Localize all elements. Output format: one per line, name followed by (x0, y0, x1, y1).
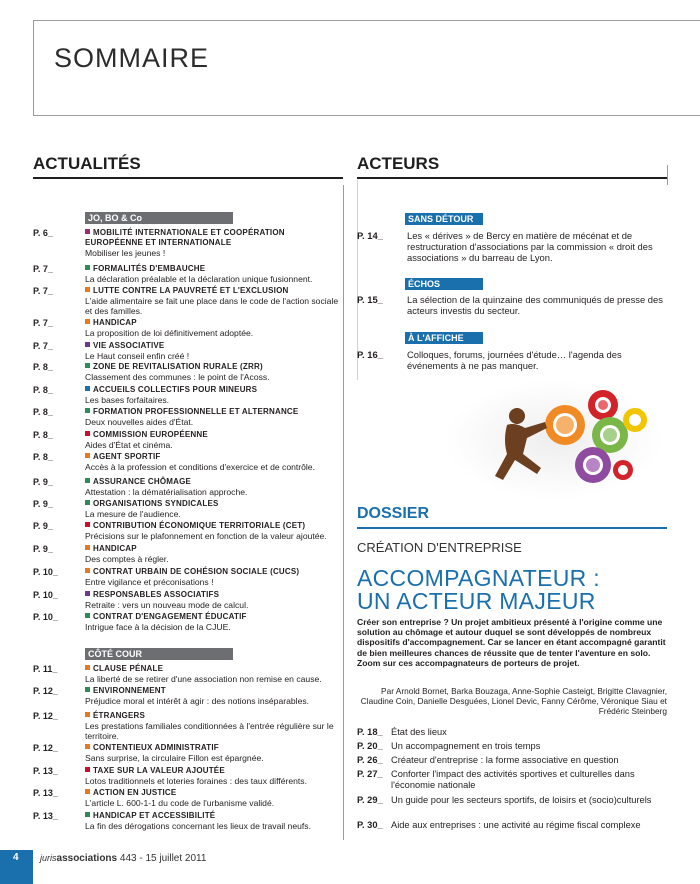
title-box (33, 20, 700, 116)
page-ref: P. 8_ (33, 362, 53, 372)
item-text: Colloques, forums, journées d'étude… l'agenda des événements à ne pas manquer. (407, 349, 622, 371)
toc-item-heading: HANDICAP (85, 318, 343, 328)
section-heading-dossier: DOSSIER (357, 505, 430, 522)
page-ref: P. 8_ (33, 430, 53, 440)
page-ref: P. 18_ (357, 727, 383, 737)
toc-item-text: La liberté de se retirer d'une association non remise en cause. (85, 674, 322, 684)
dossier-rule (357, 527, 667, 529)
toc-item-body (85, 385, 343, 405)
toc-item-text: Lotos traditionnels et loteries foraines : des taux différents. (85, 776, 307, 786)
gear-icon-orange (545, 405, 585, 445)
toc-item-body (85, 743, 343, 763)
toc-item-heading: CONTRAT URBAIN DE COHÉSION SOCIALE (CUCS) (85, 567, 343, 577)
toc-item-body (85, 318, 343, 338)
toc-item-text: Attestation : la dématérialisation approche. (85, 487, 248, 497)
toc-item-body (85, 286, 343, 316)
toc-item-heading: ACCUEILS COLLECTIFS POUR MINEURS (85, 385, 343, 395)
item-text: État des lieux (391, 727, 447, 737)
page-ref: P. 9_ (33, 477, 53, 487)
toc-item-heading: LUTTE CONTRE LA PAUVRETÉ ET L'EXCLUSION (85, 286, 343, 296)
toc-item-text: Deux nouvelles aides d'État. (85, 417, 194, 427)
page-ref: P. 6_ (33, 228, 53, 238)
column-tick (667, 165, 668, 185)
page-ref: P. 14_ (357, 230, 383, 241)
toc-item-body (85, 567, 343, 587)
category-square-icon (85, 408, 90, 413)
page-ref: P. 9_ (33, 499, 53, 509)
page-ref: P. 7_ (33, 341, 53, 351)
category-square-icon (85, 386, 90, 391)
toc-item-body (85, 362, 343, 382)
page-ref: P. 8_ (33, 407, 53, 417)
toc-item-text: L'article L. 600-1-1 du code de l'urbanisme validé. (85, 798, 275, 808)
toc-item-body (85, 612, 343, 632)
toc-item-text: Classement des communes : le point de l'Acoss. (85, 372, 270, 382)
page-title: SOMMAIRE (54, 43, 210, 73)
section-heading-actualites: ACTUALITÉS (33, 154, 141, 173)
gear-icon-purple (575, 447, 611, 483)
toc-item-body (85, 430, 343, 450)
toc-item-heading: ASSURANCE CHÔMAGE (85, 477, 343, 487)
toc-item-body (85, 664, 343, 684)
item-text: Conforter l'impact des activités sportives et culturelles dans l'économie nationale (391, 769, 635, 790)
category-square-icon (85, 665, 90, 670)
category-square-icon (85, 613, 90, 618)
section-heading-acteurs: ACTEURS (357, 154, 440, 173)
toc-item-body (85, 477, 343, 497)
category-square-icon (85, 342, 90, 347)
toc-item-text: Retraite : vers un nouveau mode de calcul. (85, 600, 249, 610)
dossier-authors: Par Arnold Bornet, Barka Bouzaga, Anne-Sophie Casteigt, Brigitte Clavagnier, Claudine Coin, Danielle Desguées, Lionel Devic, Fanny Cérôme, Véronique Siau et Frédéric Steinberg (360, 686, 667, 716)
category-square-icon (85, 712, 90, 717)
toc-item-body (85, 407, 343, 427)
page-ref: P. 12_ (33, 743, 58, 753)
category-square-icon (85, 265, 90, 270)
toc-item-heading: ZONE DE REVITALISATION RURALE (ZRR) (85, 362, 343, 372)
band-a-l-affiche: À L'AFFICHE (405, 332, 483, 344)
toc-item-heading: FORMALITÉS D'EMBAUCHE (85, 264, 343, 274)
page-ref: P. 20_ (357, 741, 383, 751)
toc-item-text: La déclaration préalable et la déclaration unique fusionnent. (85, 274, 313, 284)
category-square-icon (85, 478, 90, 483)
toc-item-text: Aides d'État et cinéma. (85, 440, 173, 450)
category-square-icon (85, 812, 90, 817)
toc-item-body (85, 452, 343, 472)
page-ref: P. 12_ (33, 686, 58, 696)
category-square-icon (85, 568, 90, 573)
toc-item-heading: CONTRIBUTION ÉCONOMIQUE TERRITORIALE (CET) (85, 521, 343, 531)
page-ref: P. 9_ (33, 544, 53, 554)
toc-item-heading: ÉTRANGERS (85, 711, 343, 721)
category-band-cote-cour: CÔTÉ COUR (85, 648, 233, 660)
page-ref: P. 7_ (33, 264, 53, 274)
toc-item-body (85, 711, 343, 741)
toc-item-heading: CONTRAT D'ENGAGEMENT ÉDUCATIF (85, 612, 343, 622)
toc-item-text: L'aide alimentaire se fait une place dans le code de l'action sociale et des familles. (85, 296, 339, 316)
toc-item-text: Les bases forfaitaires. (85, 395, 170, 405)
toc-item-heading: CONTENTIEUX ADMINISTRATIF (85, 743, 343, 753)
page-ref: P. 30_ (357, 820, 383, 830)
category-square-icon (85, 687, 90, 692)
gear-icon-yellow (623, 408, 647, 432)
gear-icon-small-red (613, 460, 633, 480)
page-ref: P. 13_ (33, 788, 58, 798)
toc-item-body (85, 264, 343, 284)
item-text: Créateur d'entreprise : la forme associative en question (391, 755, 619, 765)
toc-item-text: La mesure de l'audience. (85, 509, 181, 519)
footer-masthead (40, 853, 206, 864)
toc-item-heading: ACTION EN JUSTICE (85, 788, 343, 798)
toc-item-heading: ENVIRONNEMENT (85, 686, 343, 696)
toc-item-text: Accès à la profession et conditions d'exercice et de contrôle. (85, 462, 315, 472)
category-square-icon (85, 545, 90, 550)
toc-item-heading: TAXE SUR LA VALEUR AJOUTÉE (85, 766, 343, 776)
toc-item-body (85, 686, 343, 706)
page-ref: P. 13_ (33, 766, 58, 776)
toc-item-heading: VIE ASSOCIATIVE (85, 341, 343, 351)
page-ref: P. 29_ (357, 795, 383, 805)
toc-item-text: Entre vigilance et préconisations ! (85, 577, 214, 587)
toc-item-body (85, 544, 343, 564)
toc-item-heading: COMMISSION EUROPÉENNE (85, 430, 343, 440)
page-ref: P. 8_ (33, 452, 53, 462)
gear-icon-red (588, 390, 618, 420)
brand-prefix: juris (40, 853, 57, 863)
page-number: 4 (0, 850, 33, 884)
category-square-icon (85, 363, 90, 368)
toc-item-text: La fin des dérogations concernant les lieux de travail neufs. (85, 821, 311, 831)
toc-item-body (85, 590, 343, 610)
toc-item-body (85, 521, 343, 541)
dossier-kicker: CRÉATION D'ENTREPRISE (357, 540, 522, 555)
toc-item-body (85, 228, 343, 258)
category-square-icon (85, 453, 90, 458)
item-text: Un accompagnement en trois temps (391, 741, 541, 751)
page-ref: P. 12_ (33, 711, 58, 721)
dossier-title-line1: ACCOMPAGNATEUR : (357, 565, 600, 591)
page-ref: P. 11_ (33, 664, 58, 674)
category-square-icon (85, 500, 90, 505)
toc-item-body (85, 499, 343, 519)
page-ref: P. 8_ (33, 385, 53, 395)
toc-item-heading: HANDICAP (85, 544, 343, 554)
page-ref: P. 15_ (357, 294, 383, 305)
toc-item-text: La proposition de loi définitivement adoptée. (85, 328, 254, 338)
page-ref: P. 13_ (33, 811, 58, 821)
toc-item-body (85, 766, 343, 786)
category-square-icon (85, 522, 90, 527)
toc-item-heading: ORGANISATIONS SYNDICALES (85, 499, 343, 509)
category-square-icon (85, 789, 90, 794)
toc-item-heading: CLAUSE PÉNALE (85, 664, 343, 674)
toc-item-heading: HANDICAP ET ACCESSIBILITÉ (85, 811, 343, 821)
brand-name: associations (56, 853, 118, 864)
page-ref: P. 27_ (357, 769, 383, 779)
category-square-icon (85, 319, 90, 324)
page-ref: P. 9_ (33, 521, 53, 531)
page-ref: P. 7_ (33, 286, 53, 296)
gear-illustration (445, 380, 665, 500)
toc-item-text: Le Haut conseil enfin créé ! (85, 351, 190, 361)
toc-item-text: Les prestations familiales conditionnées à l'entrée régulière sur le territoire. (85, 721, 334, 741)
toc-item-body (85, 341, 343, 361)
item-text: Les « dérives » de Bercy en matière de mécénat et de restructuration d'associations par la commission « droit des associations » du barreau de Lyon. (407, 230, 653, 263)
issue-info: 443 - 15 juillet 2011 (119, 853, 207, 864)
toc-item-heading: RESPONSABLES ASSOCIATIFS (85, 590, 343, 600)
toc-item-body (85, 811, 343, 831)
toc-item-text: Précisions sur le plafonnement en fonction de la valeur ajoutée. (85, 531, 327, 541)
toc-item-text: Sans surprise, la circulaire Fillon est épargnée. (85, 753, 264, 763)
dossier-title-line2: UN ACTEUR MAJEUR (357, 588, 596, 614)
category-square-icon (85, 591, 90, 596)
category-square-icon (85, 229, 90, 234)
page-ref: P. 10_ (33, 567, 58, 577)
band-echos: ÉCHOS (405, 278, 483, 290)
item-text: Un guide pour les secteurs sportifs, de loisirs et (socio)culturels (391, 795, 652, 805)
band-sans-detour: SANS DÉTOUR (405, 213, 483, 225)
toc-item-text: Préjudice moral et intérêt à agir : des notions inséparables. (85, 696, 310, 706)
page-ref: P. 26_ (357, 755, 383, 765)
category-square-icon (85, 767, 90, 772)
item-text: Aide aux entreprises : une activité au régime fiscal complexe (391, 820, 641, 830)
page-ref: P. 10_ (33, 612, 58, 622)
column-divider (343, 185, 344, 840)
item-text: La sélection de la quinzaine des communiqués de presse des acteurs investis du secteur. (407, 294, 663, 316)
category-square-icon (85, 287, 90, 292)
category-band-jo: JO, BO & Co (85, 212, 233, 224)
dossier-intro: Créer son entreprise ? Un projet ambitieux présenté à l'origine comme une solution au chômage et autour duquel se sont développés de nombreux dispositifs d'accompagnement. Car se lancer en étant accompagné garantit de bien meilleures chances de réussite que de tenter l'aventure en solo. Zoom sur ces accompagnateurs de porteurs de projet. (357, 617, 666, 668)
toc-item-body (85, 788, 343, 808)
page-ref: P. 10_ (33, 590, 58, 600)
section-rule (357, 177, 667, 179)
toc-item-heading: AGENT SPORTIF (85, 452, 343, 462)
page-ref: P. 16_ (357, 349, 383, 360)
category-square-icon (85, 744, 90, 749)
category-square-icon (85, 431, 90, 436)
toc-item-text: Des comptes à régler. (85, 554, 169, 564)
toc-item-text: Mobiliser les jeunes ! (85, 248, 166, 258)
page-ref: P. 7_ (33, 318, 53, 328)
section-rule (33, 177, 343, 179)
toc-item-heading: MOBILITÉ INTERNATIONALE ET COOPÉRATION EUROPÉENNE ET INTERNATIONALE (85, 228, 285, 247)
toc-item-text: Intrigue face à la décision de la CJUE. (85, 622, 231, 632)
toc-item-heading: FORMATION PROFESSIONNELLE ET ALTERNANCE (85, 407, 343, 417)
